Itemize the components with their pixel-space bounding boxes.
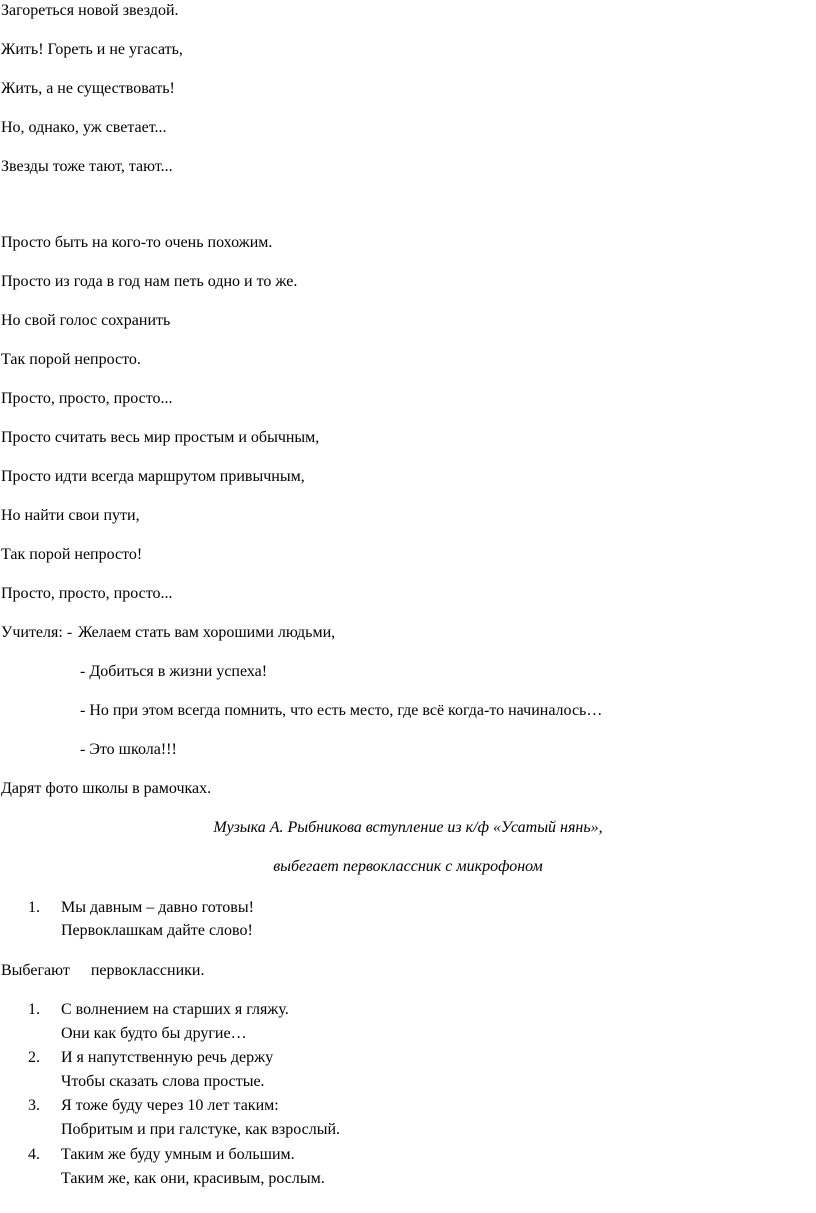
poem-line: Так порой непросто! bbox=[1, 546, 143, 563]
poem-line: Жить, а не существовать! bbox=[1, 80, 175, 97]
music-note: Музыка А. Рыбникова вступление из к/ф «Усатый нянь», bbox=[213, 819, 603, 836]
poem-line: Просто считать весь мир простым и обычным, bbox=[1, 429, 320, 446]
list-line: Чтобы сказать слова простые. bbox=[61, 1073, 265, 1090]
speaker-label: Учителя: - bbox=[1, 624, 73, 641]
teachers-wish: Желаем стать вам хорошими людьми, bbox=[78, 624, 336, 641]
list-line: Мы давным – давно готовы! bbox=[61, 899, 254, 916]
note-word: Выбегают bbox=[1, 962, 70, 979]
list-line: Таким же буду умным и большим. bbox=[61, 1146, 295, 1163]
stage-note: Дарят фото школы в рамочках. bbox=[1, 780, 212, 797]
poem-line: Просто быть на кого-то очень похожим. bbox=[1, 234, 273, 251]
poem-line: Просто, просто, просто... bbox=[1, 390, 173, 407]
list-number: 1. bbox=[28, 1001, 40, 1018]
first-graders-note bbox=[1, 962, 205, 980]
poem-line: Но найти свои пути, bbox=[1, 507, 140, 524]
poem-line: Просто из года в год нам петь одно и то же. bbox=[1, 273, 298, 290]
poem-line: Загореться новой звездой. bbox=[1, 2, 179, 19]
list-line: Я тоже буду через 10 лет таким: bbox=[61, 1097, 279, 1114]
list-number: 1. bbox=[28, 899, 40, 916]
teachers-line: - Но при этом всегда помнить, что есть место, где всё когда-то начиналось… bbox=[80, 702, 603, 719]
list-number: 3. bbox=[28, 1097, 40, 1114]
poem-line: Но, однако, уж светает... bbox=[1, 119, 167, 136]
poem-line: Жить! Гореть и не угасать, bbox=[1, 41, 183, 58]
poem-line: Но свой голос сохранить bbox=[1, 312, 171, 329]
list-line: Они как будто бы другие… bbox=[61, 1025, 247, 1042]
list-line: С волнением на старших я гляжу. bbox=[61, 1001, 289, 1018]
poem-line: Звезды тоже тают, тают... bbox=[1, 158, 173, 175]
teachers-line: - Это школа!!! bbox=[80, 741, 177, 758]
teachers-line bbox=[1, 624, 335, 642]
list-number: 4. bbox=[28, 1146, 40, 1163]
list-line: Побритым и при галстуке, как взрослый. bbox=[61, 1121, 341, 1138]
teachers-line: - Добиться в жизни успеха! bbox=[80, 663, 268, 680]
music-note: выбегает первоклассник с микрофоном bbox=[273, 858, 543, 875]
list-number: 2. bbox=[28, 1049, 40, 1066]
poem-line: Просто идти всегда маршрутом привычным, bbox=[1, 468, 305, 485]
poem-line: Просто, просто, просто... bbox=[1, 585, 173, 602]
list-line: И я напутственную речь держу bbox=[61, 1049, 274, 1066]
list-line: Первоклашкам дайте слово! bbox=[61, 922, 253, 939]
list-line: Таким же, как они, красивым, рослым. bbox=[61, 1170, 325, 1187]
note-word: первоклассники. bbox=[90, 962, 205, 979]
poem-line: Так порой непросто. bbox=[1, 351, 141, 368]
